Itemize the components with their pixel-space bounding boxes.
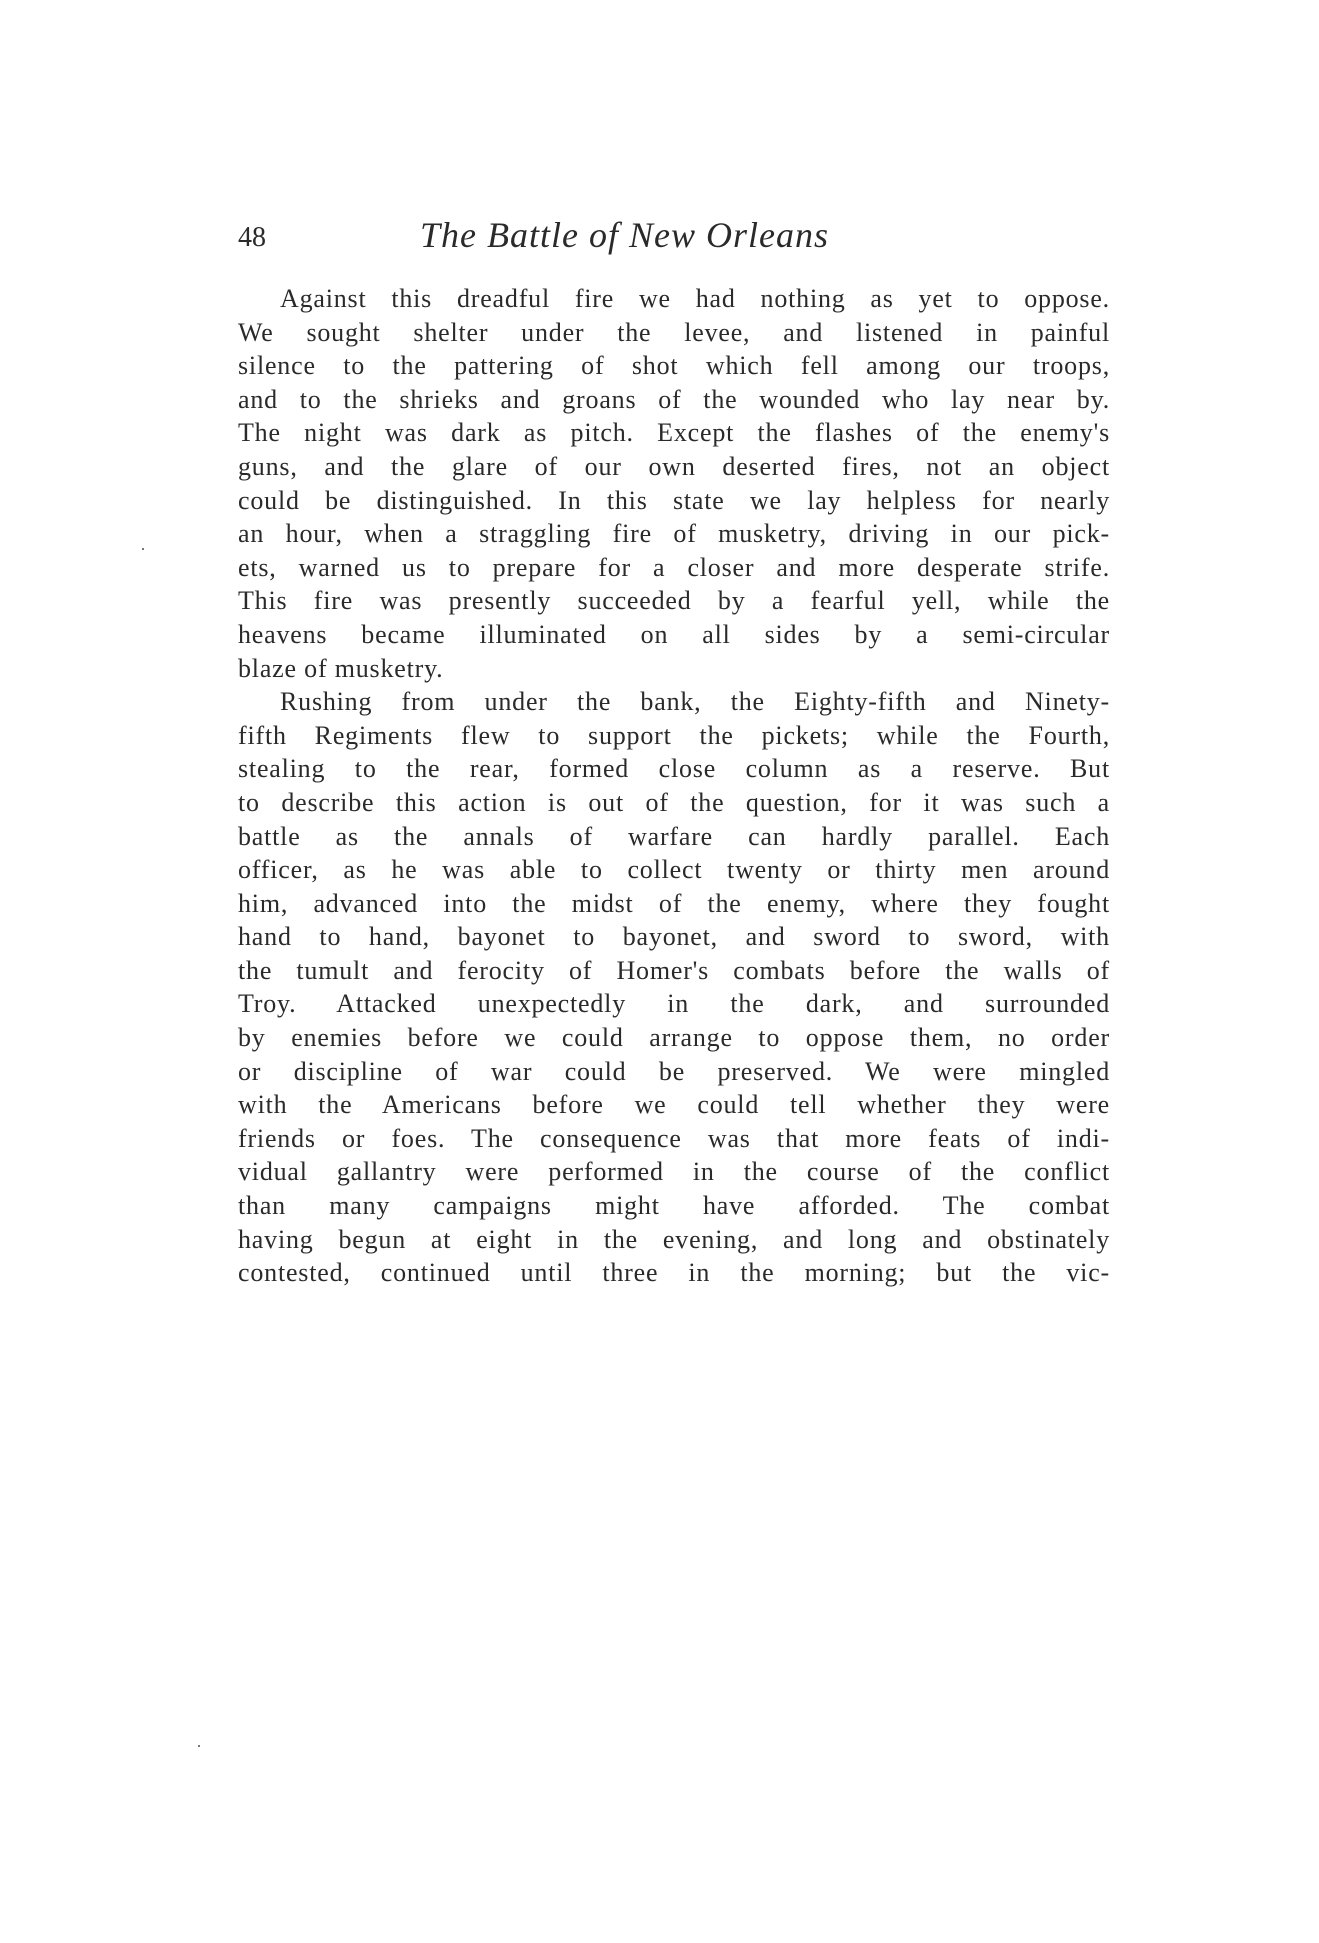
text-line: silence to the pattering of shot which fell among our troops,	[238, 351, 1110, 381]
running-title: The Battle of New Orleans	[420, 215, 829, 255]
text-line: Rushing from under the bank, the Eighty-fifth and Ninety-	[280, 687, 1110, 717]
text-line: than many campaigns might have afforded. The combat	[238, 1191, 1110, 1221]
text-line: to describe this action is out of the question, for it was such a	[238, 787, 1110, 817]
body-text	[238, 282, 1110, 1290]
scan-speck	[198, 1745, 200, 1747]
text-line: blaze of musketry.	[238, 653, 444, 683]
text-line: guns, and the glare of our own deserted fires, not an object	[238, 451, 1110, 481]
text-line: the tumult and ferocity of Homer's combats before the walls of	[238, 955, 1110, 985]
page-number: 48	[238, 222, 266, 253]
text-line: Troy. Attacked unexpectedly in the dark, and surrounded	[238, 989, 1110, 1019]
text-line: him, advanced into the midst of the enemy, where they fought	[238, 888, 1110, 918]
text-line: by enemies before we could arrange to oppose them, no order	[238, 1023, 1110, 1053]
text-line: battle as the annals of warfare can hardly parallel. Each	[238, 821, 1110, 851]
text-line: an hour, when a straggling fire of musketry, driving in our pick-	[238, 519, 1110, 549]
text-line: with the Americans before we could tell whether they were	[238, 1090, 1110, 1120]
text-line: officer, as he was able to collect twenty or thirty men around	[238, 855, 1110, 885]
text-line: fifth Regiments flew to support the pickets; while the Fourth,	[238, 720, 1110, 750]
text-line: friends or foes. The consequence was that more feats of indi-	[238, 1123, 1110, 1153]
text-line: having begun at eight in the evening, and long and obstinately	[238, 1224, 1110, 1254]
text-line: contested, continued until three in the morning; but the vic-	[238, 1258, 1110, 1288]
scan-speck	[142, 548, 144, 550]
text-line: stealing to the rear, formed close column as a reserve. But	[238, 754, 1110, 784]
text-line: The night was dark as pitch. Except the flashes of the enemy's	[238, 418, 1110, 448]
text-line: heavens became illuminated on all sides by a semi-circular	[238, 619, 1110, 649]
text-line: or discipline of war could be preserved. We were mingled	[238, 1056, 1110, 1086]
text-line: We sought shelter under the levee, and listened in painful	[238, 317, 1110, 347]
text-line: and to the shrieks and groans of the wounded who lay near by.	[238, 384, 1110, 414]
text-line: This fire was presently succeeded by a fearful yell, while the	[238, 586, 1110, 616]
text-line: hand to hand, bayonet to bayonet, and sword to sword, with	[238, 922, 1110, 952]
text-line: vidual gallantry were performed in the course of the conflict	[238, 1157, 1110, 1187]
text-line: Against this dreadful fire we had nothing as yet to oppose.	[280, 284, 1110, 313]
text-line: could be distinguished. In this state we lay helpless for nearly	[238, 485, 1110, 515]
text-line: ets, warned us to prepare for a closer and more desperate strife.	[238, 552, 1110, 582]
